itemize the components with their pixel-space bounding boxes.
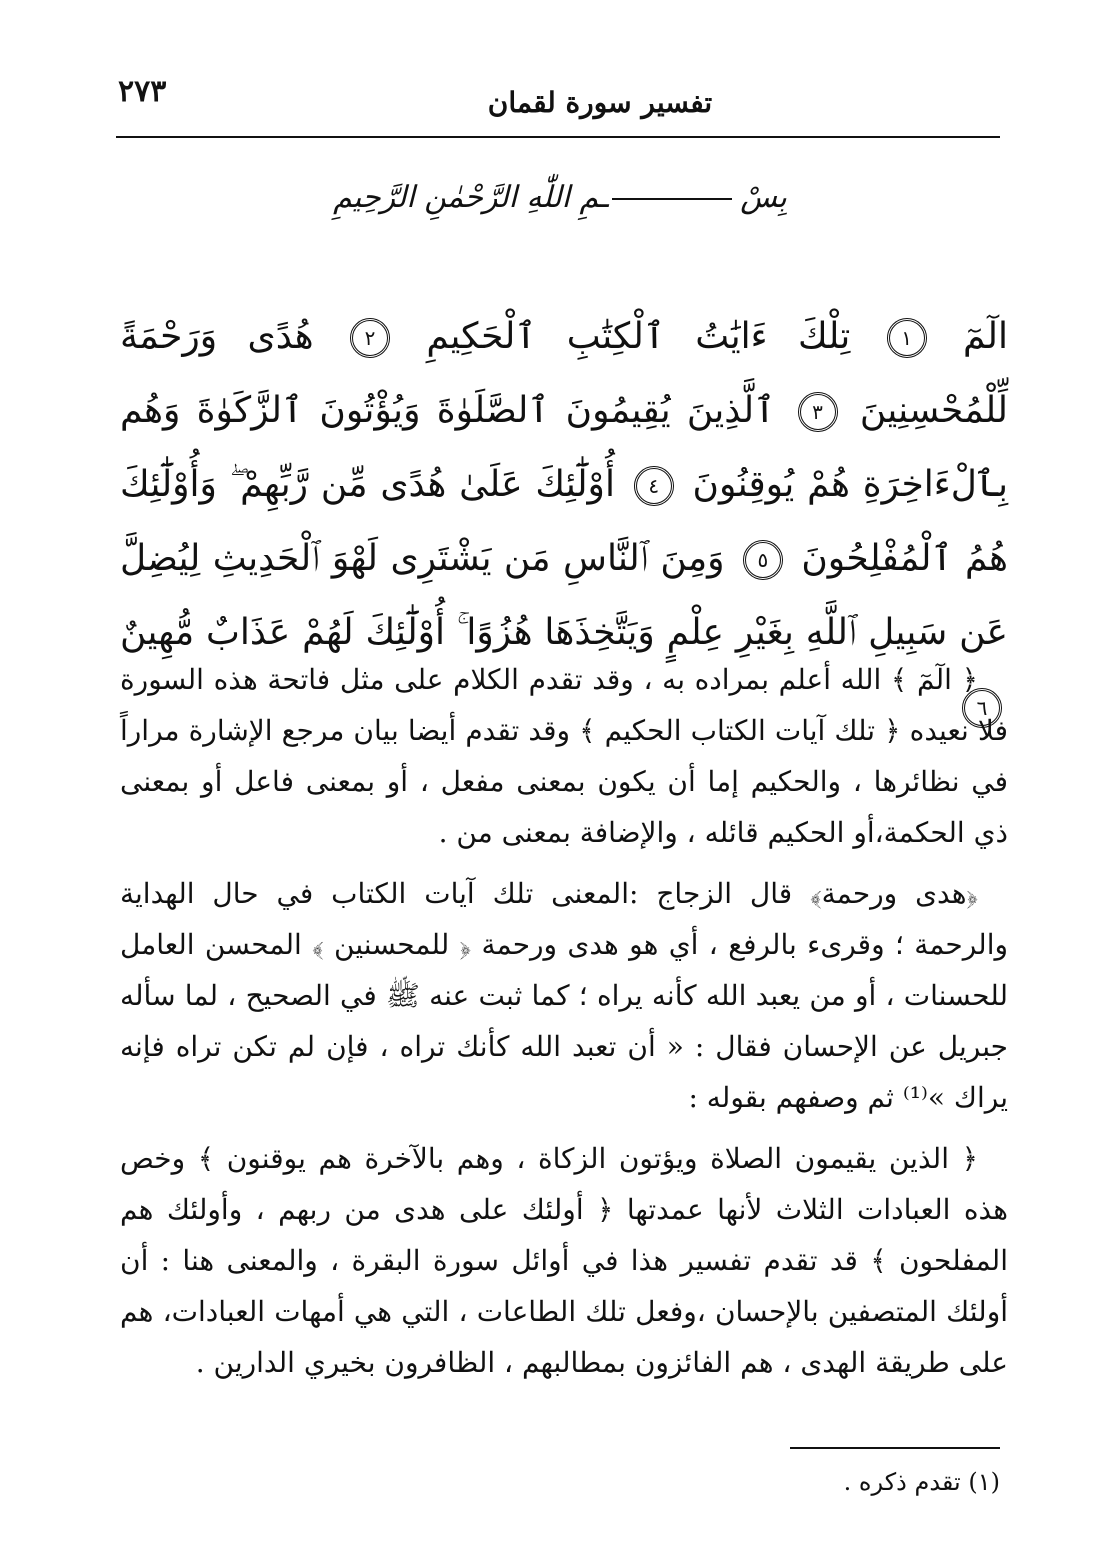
verse-text: ٱلَّذِينَ يُقِيمُونَ ٱلصَّلَوٰةَ وَيُؤْتُونَ ٱلزَّكَوٰةَ وَهُم بِٱلْءَاخِرَةِ هُمْ يُوقِنُونَ	[120, 390, 1008, 505]
footnote-rule	[790, 1447, 1000, 1449]
commentary-paragraph	[120, 868, 1008, 1123]
verse-number-marker: ٢	[350, 318, 390, 358]
verse-text: أُوْلَٰٓئِكَ عَلَىٰ هُدًى مِّن رَّبِّهِمْ ۖ وَأُوْلَٰٓئِكَ هُمُ ٱلْمُفْلِحُونَ	[120, 464, 1008, 579]
running-title: تفسير سورة لقمان	[487, 86, 713, 119]
commentary-text: ﴿ الذين يقيمون الصلاة ويؤتون الزكاة ، وهم بالآخرة هم يوقنون ﴾ وخص هذه العبادات الثلاث لأنها عمدتها ﴿ أولئك على هدى من ربهم ، وأولئك هم المفلحون ﴾ قد تقدم تفسير هذا في أوائل سورة البقرة ، والمعنى هنا : أن أولئك المتصفين بالإحسان ،وفعل تلك الطاعات ، التي هي أمهات العبادات، هم على طريقة الهدى ، هم الفائزون بمطالبهم ، الظافرون بخيري الدارين .	[120, 1142, 1008, 1379]
commentary-text: ﴿هدى ورحمة﴾ قال الزجاج :المعنى تلك آيات الكتاب في حال الهداية والرحمة ؛ وقرىء بالرفع ، أي هو هدى ورحمة ﴿ للمحسنين ﴾ المحسن العامل للحسنات ، أو من يعبد الله كأنه يراه ؛ كما ثبت عنه ﷺ في الصحيح ، لما سأله جبريل عن الإحسان فقال : « أن تعبد الله كأنك تراه ، فإن لم تكن تراه فإنه يراك »⁽¹⁾ ثم وصفهم بقوله :	[120, 877, 1008, 1114]
verse-number-marker: ٦	[962, 688, 1002, 728]
verse-number-marker: ١	[887, 318, 927, 358]
page-number: ٢٧٣	[118, 74, 167, 109]
commentary-body	[120, 654, 1008, 1398]
header-rule	[116, 136, 1000, 138]
commentary-text: ﴿ الٓمٓ ﴾ الله أعلم بمراده به ، وقد تقدم الكلام على مثل فاتحة هذه السورة فلا نعيده ﴿ تلك آيات الكتاب الحكيم ﴾ وقد تقدم أيضا بيان مرجع الإشارة مراراً في نظائرها ، والحكيم إما أن يكون بمعنى مفعل ، أو بمعنى فاعل أو بمعنى ذي الحكمة،أو الحكيم قائله ، والإضافة بمعنى من .	[120, 663, 1008, 849]
verse-text: وَمِنَ ٱلنَّاسِ مَن يَشْتَرِى لَهْوَ ٱلْحَدِيثِ لِيُضِلَّ عَن سَبِيلِ ٱللَّهِ بِغَيْرِ عِلْمٍ وَيَتَّخِذَهَا هُزُوًا ۚ أُوْلَٰٓئِكَ لَهُمْ عَذَابٌ مُّهِينٌ	[120, 538, 1008, 653]
footnote: (١) تقدم ذكره .	[843, 1468, 1000, 1496]
basmala-start: بِسْ	[740, 180, 787, 215]
verse-number-marker: ٣	[798, 392, 838, 432]
verse-number-marker: ٤	[634, 466, 674, 506]
verse-text: الٓمٓ	[963, 316, 1008, 357]
verse-text: هُدًى وَرَحْمَةً لِّلْمُحْسِنِينَ	[120, 316, 1008, 431]
basmala-kashida-stroke	[612, 198, 732, 200]
commentary-paragraph	[120, 654, 1008, 858]
commentary-paragraph	[120, 1133, 1008, 1388]
verse-text: تِلْكَ ءَايَٰتُ ٱلْكِتَٰبِ ٱلْحَكِيمِ	[426, 316, 851, 357]
basmala-end: ـمِ اللّٰهِ الرَّحْمٰنِ الرَّحِيمِ	[333, 180, 609, 215]
verse-number-marker: ٥	[743, 540, 783, 580]
basmala	[320, 180, 800, 240]
